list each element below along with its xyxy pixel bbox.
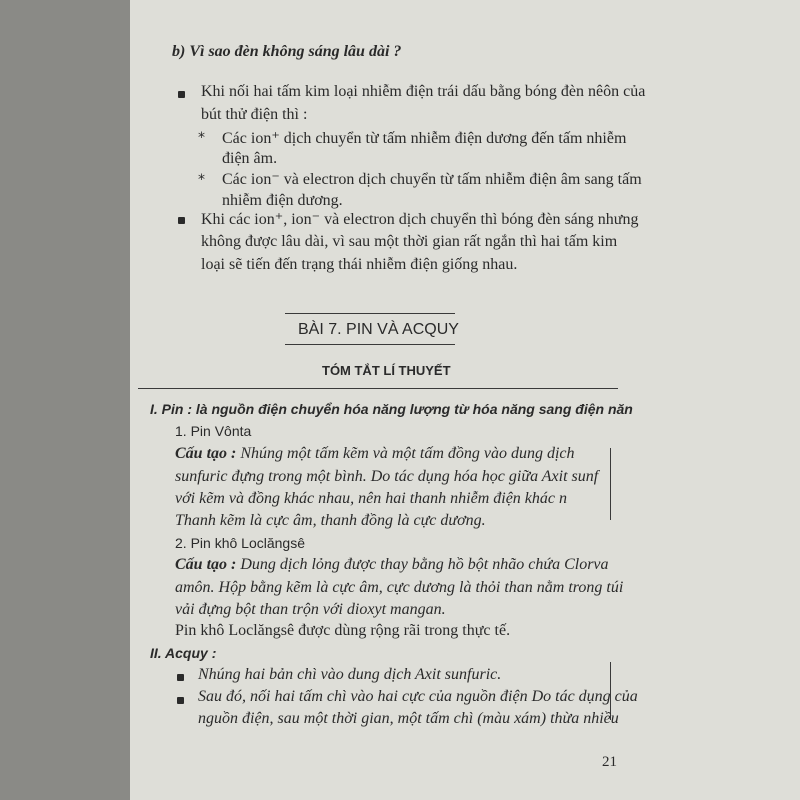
part2-line: nguồn điện, sau một thời gian, một tấm chì (màu xám) thừa nhiều bbox=[198, 710, 619, 727]
bullet-icon bbox=[178, 91, 185, 98]
paragraph-line: Khi nối hai tấm kim loại nhiễm điện trái dấu bằng bóng đèn nêôn của bbox=[201, 83, 646, 100]
part2-heading: II. Acquy : bbox=[150, 645, 217, 661]
part2-line: Sau đó, nối hai tấm chì vào hai cực của nguồn điện Do tác dụng của bbox=[198, 688, 638, 705]
paragraph-line: điện âm. bbox=[222, 150, 278, 167]
page-number: 21 bbox=[602, 754, 617, 770]
item2-line: amôn. Hộp bằng kẽm là cực âm, cực dương là thỏi than nằm trong túi bbox=[175, 579, 624, 596]
title-rule-top bbox=[285, 313, 455, 314]
part2-line: Nhúng hai bản chì vào dung dịch Axit sunfuric. bbox=[198, 666, 502, 683]
item1-line: Thanh kẽm là cực âm, thanh đồng là cực dương. bbox=[175, 512, 486, 529]
bullet-icon bbox=[177, 697, 184, 704]
paragraph-line: loại sẽ tiến đến trạng thái nhiễm điện giống nhau. bbox=[201, 256, 518, 273]
paragraph-line: không được lâu dài, vì sau một thời gian rất ngắn thì hai tấm kim bbox=[201, 233, 618, 250]
bullet-icon bbox=[177, 674, 184, 681]
item2-line: vải đựng bột than trộn với dioxyt mangan. bbox=[175, 601, 446, 618]
lesson-title: BÀI 7. PIN VÀ ACQUY bbox=[298, 321, 459, 338]
item1-line: sunfuric đựng trong một bình. Do tác dụng hóa học giữa Axit sunf bbox=[175, 468, 599, 485]
paragraph-line: nhiễm điện dương. bbox=[222, 192, 343, 209]
item1-line: với kẽm và đồng khác nhau, nên hai thanh nhiễm điện khác n bbox=[175, 490, 567, 507]
bullet-icon bbox=[178, 217, 185, 224]
asterisk-icon: * bbox=[198, 130, 205, 146]
item2-title: 2. Pin khô Loclăngsê bbox=[175, 535, 305, 551]
paragraph-line: Các ion⁺ dịch chuyển từ tấm nhiễm điện dương đến tấm nhiễm bbox=[222, 130, 627, 147]
summary-box-rule bbox=[138, 388, 618, 389]
cau-tao-label: Cấu tạo : bbox=[175, 445, 237, 462]
item1-line: Cấu tạo : Nhúng một tấm kẽm và một tấm đồng vào dung dịch bbox=[175, 445, 575, 462]
paragraph-line: Khi các ion⁺, ion⁻ và electron dịch chuyển thì bóng đèn sáng nhưng bbox=[201, 211, 639, 228]
item2-note: Pin khô Loclăngsê được dùng rộng rãi trong thực tế. bbox=[175, 622, 511, 639]
lesson-subtitle: TÓM TẮT LÍ THUYẾT bbox=[322, 363, 451, 378]
part1-heading: I. Pin : là nguồn điện chuyển hóa năng lượng từ hóa năng sang điện năn bbox=[150, 401, 633, 417]
item1-title: 1. Pin Vônta bbox=[175, 423, 252, 439]
item2-line: Cấu tạo : Dung dịch lỏng được thay bằng hồ bột nhão chứa Clorva bbox=[175, 556, 609, 573]
item1-frame bbox=[610, 448, 611, 520]
asterisk-icon: * bbox=[198, 172, 205, 188]
paragraph-line: Các ion⁻ và electron dịch chuyển từ tấm nhiễm điện âm sang tấm bbox=[222, 171, 642, 188]
title-rule-bottom bbox=[285, 344, 455, 345]
cau-tao-label: Cấu tạo : bbox=[175, 556, 237, 573]
section-b-heading: b) Vì sao đèn không sáng lâu dài ? bbox=[172, 43, 402, 60]
paragraph-line: bút thử điện thì : bbox=[201, 106, 308, 123]
